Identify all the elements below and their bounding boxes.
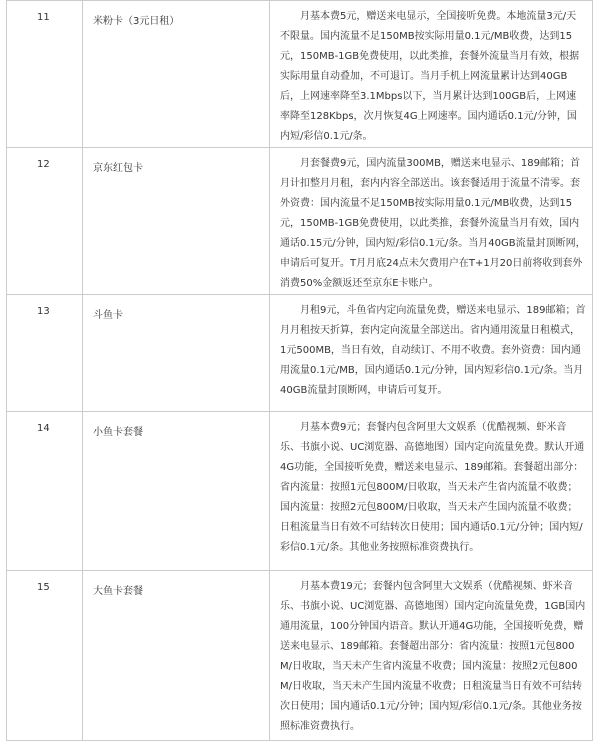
table-row xyxy=(7,295,593,412)
plan-name: 小鱼卡套餐 xyxy=(83,412,270,571)
plan-name: 米粉卡（3元日租） xyxy=(83,1,270,148)
plan-description: 月基本费5元，赠送来电显示，全国接听免费。本地流量3元/天不限量。国内流量不足150MB按实际用量0.1元/MB收费，达到15元，150MB-1GB免费使用，以此类推，套餐外流量当月有效，根据实际用量自动叠加，不可退订。当月手机上网流量累计达到40GB后，上网速率降至3.1Mbps以下，当月累计达到100GB后，上网速率降至128Kbps，次月恢复4G上网速率。国内通话0.1元/分钟，国内短/彩信0.1元/条。 xyxy=(270,1,593,148)
row-number: 12 xyxy=(7,148,83,295)
row-number: 14 xyxy=(7,412,83,571)
plan-name: 斗鱼卡 xyxy=(83,295,270,412)
table-row xyxy=(7,412,593,571)
plan-name: 京东红包卡 xyxy=(83,148,270,295)
plan-description: 月套餐费9元，国内流量300MB，赠送来电显示、189邮箱；首月计扣整月月租，套内内容全部送出。该套餐适用于流量不清零。套外资费：国内流量不足150MB按实际用量0.1元/MB收费，达到15元，150MB-1GB免费使用，以此类推，套餐外流量当月有效，国内通话0.15元/分钟，国内短/彩信0.1元/条。当月40GB流量封顶断网，申请后可复开。T月月底24点未欠费用户在T+1月20日前将收到套外消费50%金额返还至京东E卡账户。 xyxy=(270,148,593,295)
table-row xyxy=(7,1,593,148)
plan-description: 月租9元，斗鱼省内定向流量免费，赠送来电显示、189邮箱；首月月租按天折算，套内定向流量全部送出。省内通用流量日租模式，1元500MB，当日有效，自动续订、不用不收费。套外资费：国内通用流量0.1元/MB，国内通话0.1元/分钟，国内短彩信0.1元/条。当月40GB流量封顶断网，申请后可复开。 xyxy=(270,295,593,412)
tariff-table xyxy=(6,0,593,741)
row-number: 15 xyxy=(7,571,83,741)
plan-description: 月基本费9元；套餐内包含阿里大文娱系（优酷视频、虾米音乐、书旗小说、UC浏览器、高德地图）国内定向流量免费。默认开通4G功能，全国接听免费，赠送来电显示、189邮箱。套餐超出部分：省内流量：按照1元包800M/日收取，当天未产生省内流量不收费；国内流量：按照2元包800M/日收取，当天未产生国内流量不收费；日租流量当日有效不可结转次日使用；国内通话0.1元/分钟；国内短/彩信0.1元/条。其他业务按照标准资费执行。 xyxy=(270,412,593,571)
row-number: 11 xyxy=(7,1,83,148)
table-row xyxy=(7,571,593,741)
row-number: 13 xyxy=(7,295,83,412)
plan-name: 大鱼卡套餐 xyxy=(83,571,270,741)
table-row xyxy=(7,148,593,295)
plan-description: 月基本费19元；套餐内包含阿里大文娱系（优酷视频、虾米音乐、书旗小说、UC浏览器、高德地图）国内定向流量免费，1GB国内通用流量，100分钟国内语音。默认开通4G功能，全国接听免费，赠送来电显示、189邮箱。套餐超出部分：省内流量：按照1元包800M/日收取，当天未产生省内流量不收费；国内流量：按照2元包800M/日收取，当天未产生国内流量不收费；日租流量当日有效不可结转次日使用；国内通话0.1元/分钟；国内短/彩信0.1元/条。其他业务按照标准资费执行。 xyxy=(270,571,593,741)
